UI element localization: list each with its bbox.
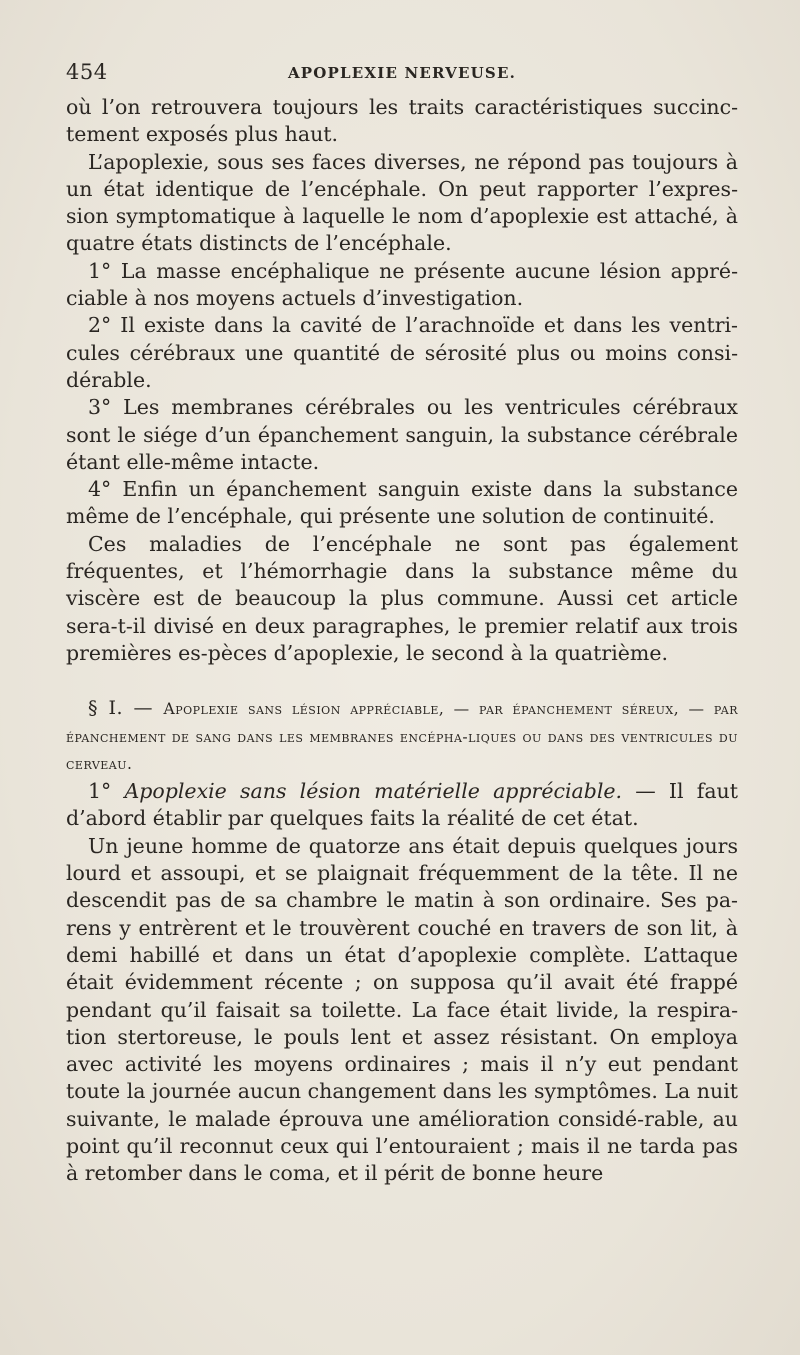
body-text <box>66 94 738 1188</box>
paragraph-item-1: 1° La masse encéphalique ne présente aucune lésion appré-ciable à nos moyens actuels d’investigation. <box>66 258 738 311</box>
paragraph-continuation: où l’on retrouvera toujours les traits caractéristiques succinc-tement exposés plus haut. <box>66 95 738 147</box>
section-mark: § I. — <box>88 697 164 720</box>
subsection-title: Apoplexie sans lésion matérielle appréciable. <box>124 779 623 804</box>
paragraph-item-4: 4° Enfin un épanchement sanguin existe dans la substance même de l’encéphale, qui présente une solution de continuité. <box>66 477 738 529</box>
paragraph-item-3: 3° Les membranes cérébrales ou les ventricules cérébraux sont le siége d’un épanchement sanguin, la substance cérébrale étant elle-même intacte. <box>66 395 738 474</box>
running-title: APOPLEXIE NERVEUSE. <box>287 64 517 82</box>
section-heading <box>66 695 738 778</box>
subsection-number: 1° <box>88 779 125 804</box>
paragraph-intro: L’apoplexie, sous ses faces diverses, ne répond pas toujours à un état identique de l’encéphale. On peut rapporter l’expres-sion symptomatique à laquelle le nom d’apoplexie est attaché, à quatre états distincts de l’encéphale. <box>66 149 738 256</box>
page-header <box>66 60 738 90</box>
subsection-text: — Il faut d’abord établir par quelques faits la réalité de cet état. <box>66 779 739 831</box>
subsection-paragraph <box>66 778 738 833</box>
case-paragraph: Un jeune homme de quatorze ans était depuis quelques jours lourd et assoupi, et se plaignait fréquemment de la tête. Il ne descendit pas de sa chambre le matin à son ordinaire. Ses pa-rens y entrèrent et le trouvèrent couché en travers de son lit, à demi habillé et dans un état d’apoplexie complète. L’attaque était évidemment récente ; on supposa qu’il avait été frappé pendant qu’il faisait sa toilette. La face était livide, la respira-tion stertoreuse, le pouls lent et assez résistant. On employa avec activité les moyens ordinaires ; mais il n’y eut pendant toute la journée aucun changement dans les symptômes. La nuit suivante, le malade éprouva une amélioration considé-rable, au point qu’il reconnut ceux qui l’entouraient ; mais il ne tarda pas à retomber dans le coma, et il périt de bonne heure <box>66 833 738 1186</box>
paragraph-item-2: 2° Il existe dans la cavité de l’arachnoïde et dans les ventri-cules cérébraux une quantité de sérosité plus ou moins consi-dérable. <box>66 313 738 392</box>
paragraph-summary: Ces maladies de l’encéphale ne sont pas également fréquentes, et l’hémorrhagie dans la substance même du viscère est de beaucoup la plus commune. Aussi cet article sera-t-il divisé en deux paragraphes, le premier relatif aux trois premières es-pèces d’apoplexie, le second à la quatrième. <box>66 531 738 665</box>
section-heading-text: Apoplexie sans lésion appréciable, — par épanchement séreux, — par épanchement de sang dans les membranes encépha-liques ou dans des ventricules du cerveau. <box>66 700 738 773</box>
page-number: 454 <box>66 60 108 84</box>
